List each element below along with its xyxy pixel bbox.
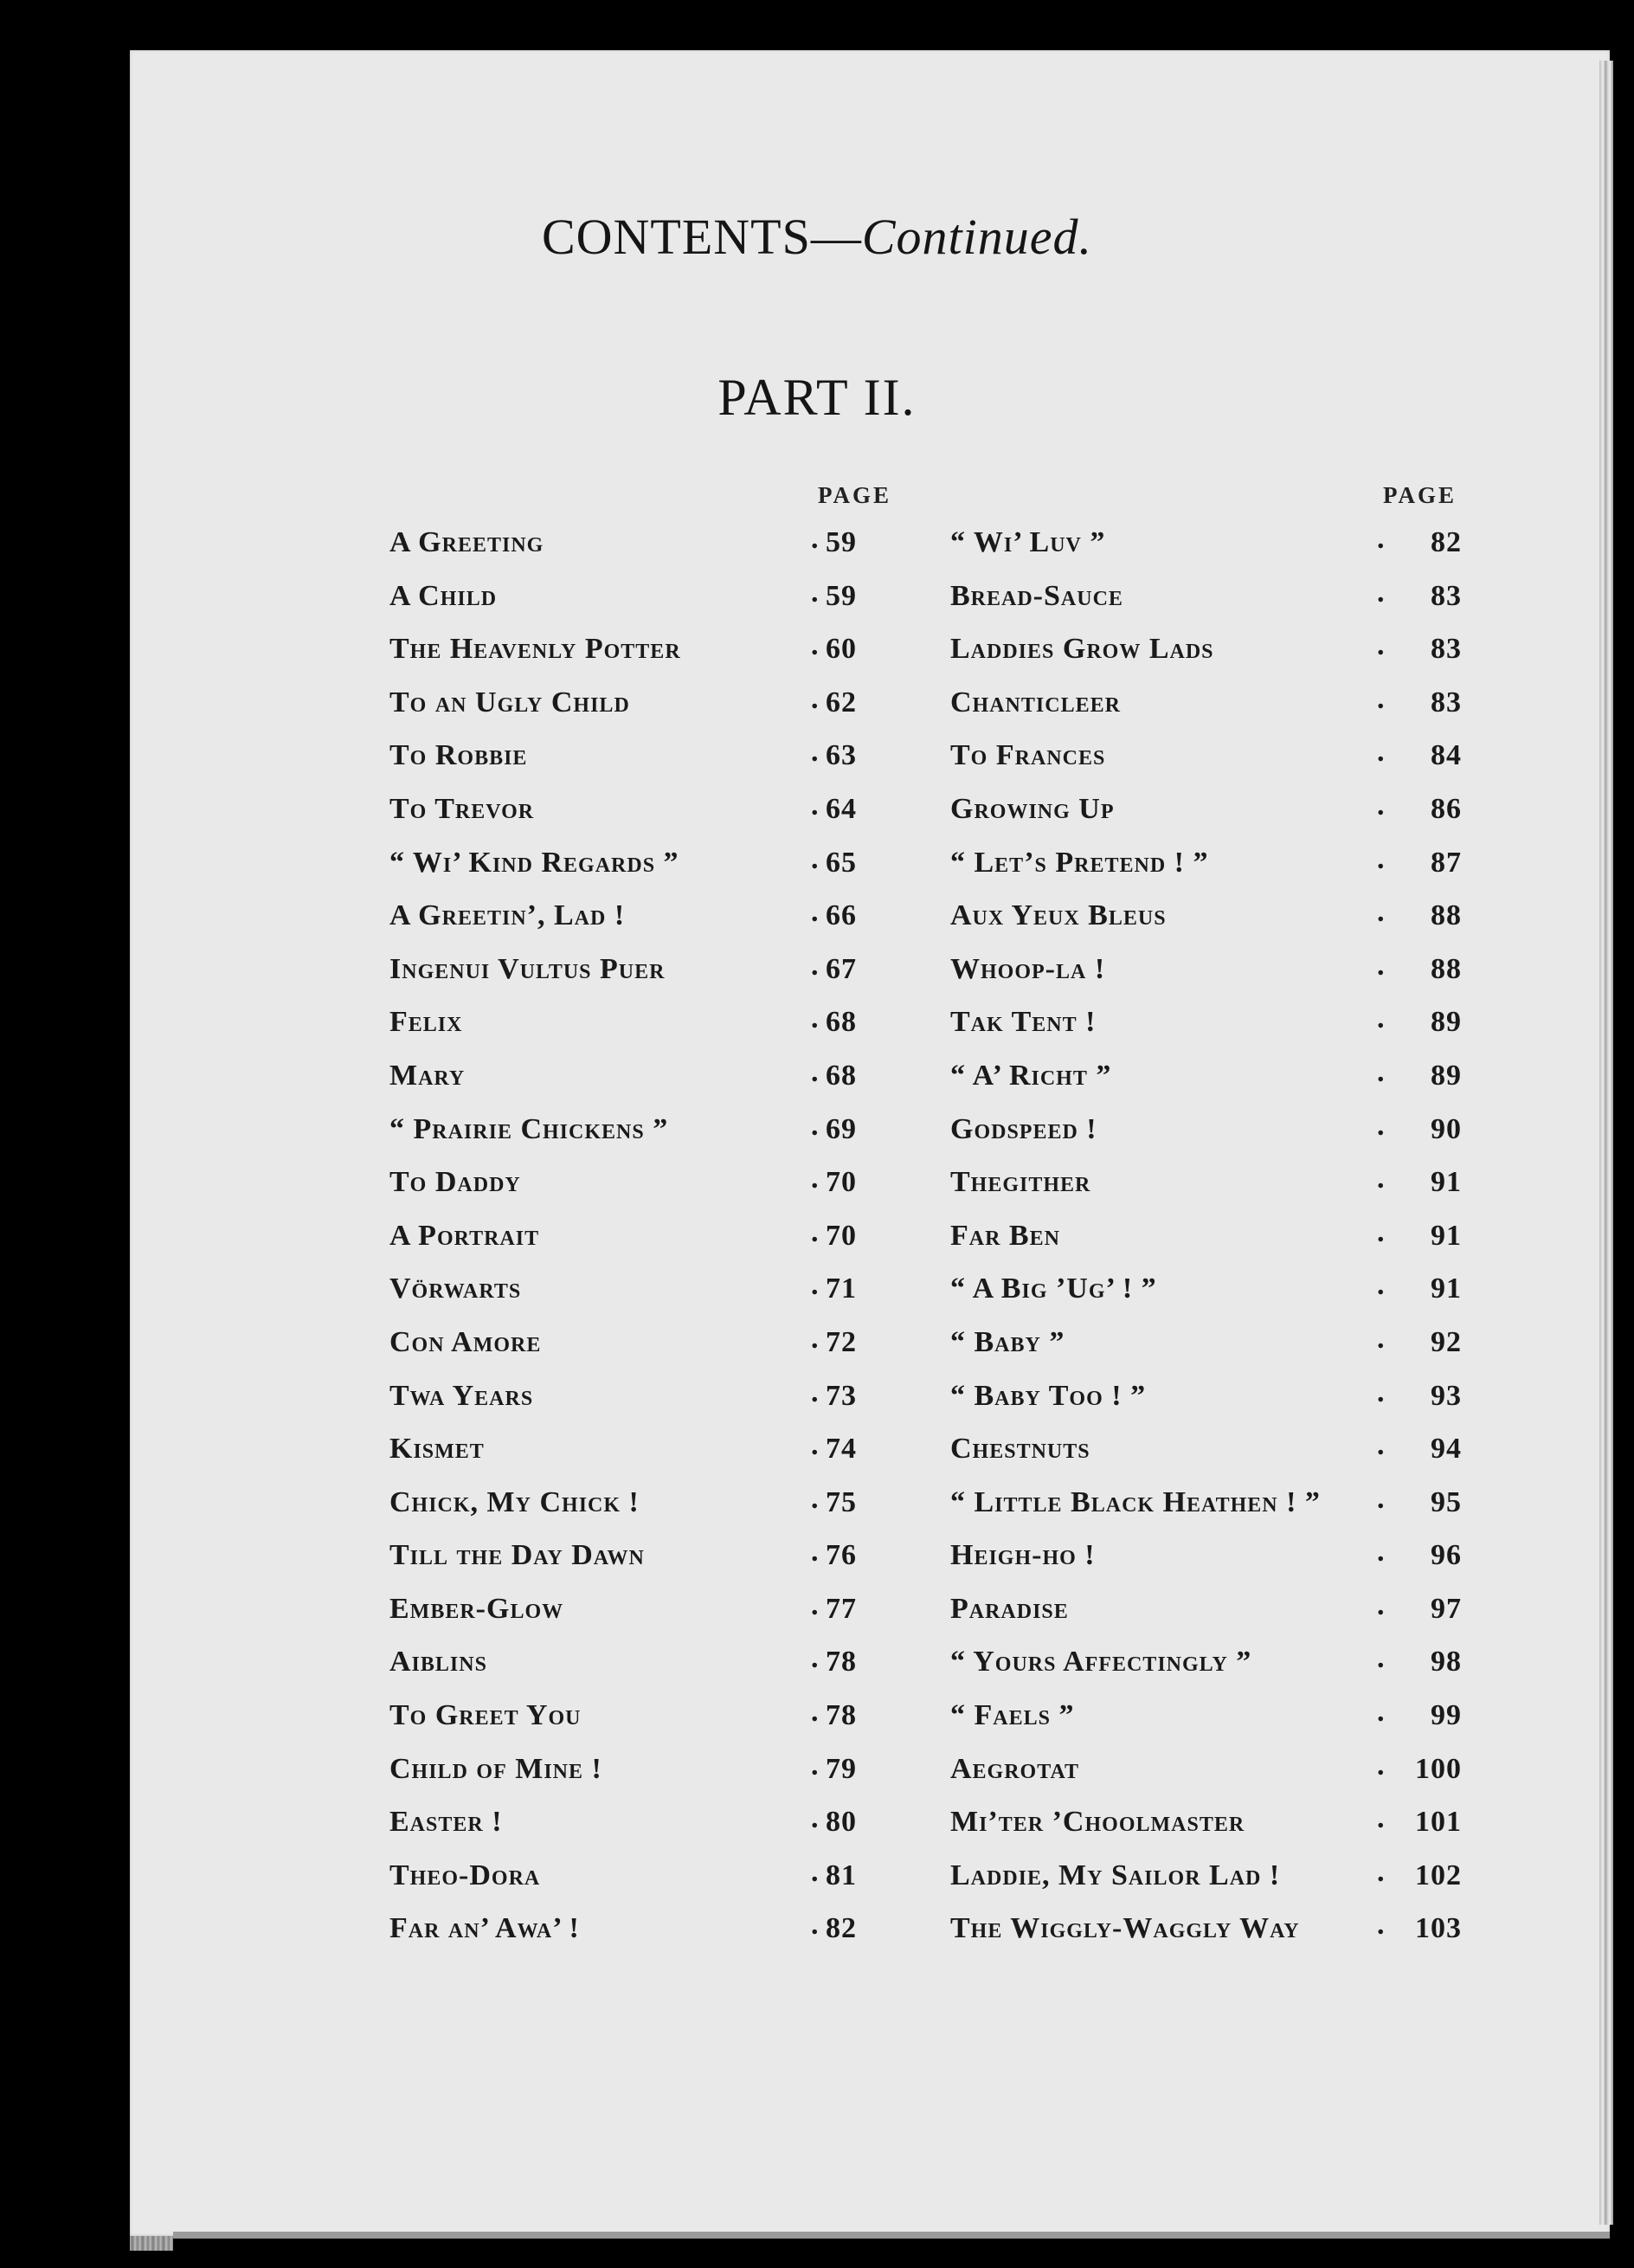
leader-dot: . <box>811 1376 819 1408</box>
entry-page-number: 93 <box>1431 1379 1462 1412</box>
entry-title: Aiblins <box>389 1646 487 1678</box>
contents-entry <box>389 1424 909 1478</box>
contents-entry <box>389 1264 909 1318</box>
leader-dot: . <box>811 949 819 982</box>
contents-entry <box>950 1904 1464 1957</box>
contents-entry <box>389 571 909 625</box>
entry-title: Till the Day Dawn <box>389 1539 645 1572</box>
contents-entry <box>389 1530 909 1584</box>
leader-dot: . <box>1377 1588 1385 1621</box>
contents-entry <box>950 1851 1464 1904</box>
leader-dot: . <box>811 1322 819 1355</box>
entry-title: Theo-Dora <box>389 1859 541 1891</box>
contents-entry <box>389 624 909 678</box>
contents-entry <box>950 1051 1464 1105</box>
page-bottom-edge <box>173 2232 1610 2239</box>
leader-dot: . <box>1377 576 1385 609</box>
contents-entry <box>389 1051 909 1105</box>
entry-page-number: 59 <box>826 526 857 558</box>
entry-page-number: 89 <box>1431 1059 1462 1092</box>
leader-dot: . <box>811 682 819 715</box>
part-heading: PART II. <box>717 369 917 426</box>
leader-dot: . <box>811 1109 819 1142</box>
contents-entry <box>950 731 1464 784</box>
leader-dot: . <box>811 576 819 609</box>
contents-continued: Continued. <box>861 209 1093 265</box>
entry-title: Far an’ Awa’ ! <box>389 1912 580 1945</box>
entry-page-number: 96 <box>1431 1539 1462 1572</box>
entry-title: Heigh-ho ! <box>950 1539 1096 1572</box>
leader-dot: . <box>1377 1749 1385 1782</box>
entry-title: To Trevor <box>389 792 535 825</box>
entry-page-number: 78 <box>826 1646 857 1678</box>
entry-title: Con Amore <box>389 1325 542 1358</box>
entry-page-number: 86 <box>1431 792 1462 825</box>
entry-title: Godspeed ! <box>950 1112 1097 1145</box>
contents-entry <box>950 1584 1464 1638</box>
leader-dot: . <box>811 523 819 555</box>
entry-title: “ Wi’ Luv ” <box>950 526 1106 558</box>
entry-page-number: 89 <box>1431 1006 1462 1039</box>
contents-entry <box>389 784 909 838</box>
entry-title: The Heavenly Potter <box>389 633 681 666</box>
entry-page-number: 60 <box>826 633 857 666</box>
leader-dot: . <box>811 1642 819 1675</box>
leader-dot: . <box>1377 896 1385 929</box>
contents-entry <box>950 624 1464 678</box>
contents-entry <box>389 518 909 571</box>
entry-title: “ Faels ” <box>950 1699 1075 1732</box>
entry-title: To Frances <box>950 739 1106 772</box>
entry-title: Kismet <box>389 1433 485 1466</box>
entry-title: Vörwarts <box>389 1273 522 1305</box>
entry-page-number: 99 <box>1431 1699 1462 1732</box>
page-column-label-left: PAGE <box>818 482 891 508</box>
contents-entry <box>389 1851 909 1904</box>
entry-title: Far Ben <box>950 1219 1060 1252</box>
contents-entry <box>950 1797 1464 1851</box>
leader-dot: . <box>1377 1855 1385 1888</box>
leader-dot: . <box>1377 1215 1385 1248</box>
entry-page-number: 71 <box>826 1273 857 1305</box>
leader-dot: . <box>1377 1429 1385 1462</box>
entry-title: Mi’ter ’Choolmaster <box>950 1806 1245 1839</box>
entry-page-number: 80 <box>826 1806 857 1839</box>
contents-column-left <box>389 518 909 1957</box>
entry-page-number: 64 <box>826 792 857 825</box>
leader-dot: . <box>1377 1055 1385 1088</box>
page-column-label-right: PAGE <box>1383 482 1457 508</box>
entry-page-number: 82 <box>826 1912 857 1945</box>
entry-page-number: 88 <box>1431 899 1462 932</box>
contents-entry <box>950 571 1464 625</box>
contents-entry <box>950 1318 1464 1371</box>
contents-entry <box>389 1637 909 1691</box>
entry-title: The Wiggly-Waggly Way <box>950 1912 1300 1945</box>
contents-entry <box>950 784 1464 838</box>
entry-title: Laddie, My Sailor Lad ! <box>950 1859 1281 1891</box>
entry-page-number: 68 <box>826 1006 857 1039</box>
entry-title: Ingenui Vultus Puer <box>389 952 666 985</box>
entry-page-number: 92 <box>1431 1325 1462 1358</box>
entry-page-number: 101 <box>1415 1806 1462 1839</box>
entry-title: To Greet You <box>389 1699 582 1732</box>
contents-entry <box>950 1264 1464 1318</box>
entry-title: Ember-Glow <box>389 1592 564 1625</box>
entry-page-number: 70 <box>826 1219 857 1252</box>
leader-dot: . <box>811 1855 819 1888</box>
contents-entry <box>950 1371 1464 1425</box>
entry-title: “ Wi’ Kind Regards ” <box>389 846 679 879</box>
entry-page-number: 59 <box>826 579 857 612</box>
contents-entry <box>389 678 909 731</box>
leader-dot: . <box>811 1215 819 1248</box>
contents-entry <box>950 1105 1464 1158</box>
entry-title: Tak Tent ! <box>950 1006 1097 1039</box>
leader-dot: . <box>811 1536 819 1569</box>
leader-dot: . <box>1377 629 1385 662</box>
entry-page-number: 72 <box>826 1325 857 1358</box>
leader-dot: . <box>1377 523 1385 555</box>
entry-page-number: 81 <box>826 1859 857 1891</box>
entry-title: Chanticleer <box>950 686 1121 718</box>
leader-dot: . <box>1377 1802 1385 1835</box>
entry-page-number: 97 <box>1431 1592 1462 1625</box>
leader-dot: . <box>1377 1322 1385 1355</box>
entry-page-number: 65 <box>826 846 857 879</box>
contents-heading <box>0 208 1634 266</box>
contents-entry <box>389 838 909 892</box>
leader-dot: . <box>1377 1642 1385 1675</box>
contents-entry <box>389 1371 909 1425</box>
contents-entry <box>950 518 1464 571</box>
contents-entry <box>950 1478 1464 1531</box>
entry-title: “ Prairie Chickens ” <box>389 1112 669 1145</box>
entry-title: Mary <box>389 1059 466 1092</box>
entry-page-number: 82 <box>1431 526 1462 558</box>
leader-dot: . <box>1377 1696 1385 1729</box>
entry-title: Twa Years <box>389 1379 534 1412</box>
leader-dot: . <box>811 1055 819 1088</box>
entry-title: Bread-Sauce <box>950 579 1123 612</box>
leader-dot: . <box>811 629 819 662</box>
entry-title: Easter ! <box>389 1806 503 1839</box>
entry-page-number: 91 <box>1431 1273 1462 1305</box>
leader-dot: . <box>811 789 819 822</box>
entry-page-number: 103 <box>1415 1912 1462 1945</box>
leader-dot: . <box>1377 1909 1385 1942</box>
entry-page-number: 91 <box>1431 1166 1462 1199</box>
entry-title: Felix <box>389 1006 463 1039</box>
entry-title: “ A’ Richt ” <box>950 1059 1112 1092</box>
leader-dot: . <box>811 842 819 875</box>
contents-entry <box>389 1105 909 1158</box>
entry-title: To Robbie <box>389 739 528 772</box>
entry-title: Growing Up <box>950 792 1115 825</box>
entry-page-number: 90 <box>1431 1112 1462 1145</box>
contents-entry <box>389 1478 909 1531</box>
leader-dot: . <box>1377 789 1385 822</box>
contents-entry <box>389 1318 909 1371</box>
entry-page-number: 63 <box>826 739 857 772</box>
contents-entry <box>950 944 1464 998</box>
entry-title: Paradise <box>950 1592 1069 1625</box>
contents-entry <box>950 891 1464 944</box>
entry-title: Chestnuts <box>950 1433 1090 1466</box>
leader-dot: . <box>811 896 819 929</box>
leader-dot: . <box>1377 1376 1385 1408</box>
entry-page-number: 87 <box>1431 846 1462 879</box>
leader-dot: . <box>1377 1269 1385 1302</box>
entry-title: A Portrait <box>389 1219 540 1252</box>
leader-dot: . <box>811 736 819 769</box>
entry-title: “ Yours Affectingly ” <box>950 1646 1252 1678</box>
entry-page-number: 98 <box>1431 1646 1462 1678</box>
leader-dot: . <box>811 1749 819 1782</box>
leader-dot: . <box>1377 736 1385 769</box>
contents-entry <box>950 1157 1464 1211</box>
leader-dot: . <box>1377 1002 1385 1035</box>
entry-title: Whoop-la ! <box>950 952 1106 985</box>
entry-title: Thegither <box>950 1166 1091 1199</box>
entry-title: “ Baby Too ! ” <box>950 1379 1147 1412</box>
contents-entry <box>389 1904 909 1957</box>
entry-page-number: 69 <box>826 1112 857 1145</box>
entry-page-number: 83 <box>1431 633 1462 666</box>
entry-title: Laddies Grow Lads <box>950 633 1214 666</box>
entry-title: “ A Big ’Ug’ ! ” <box>950 1273 1157 1305</box>
contents-entry <box>389 731 909 784</box>
entry-page-number: 95 <box>1431 1485 1462 1518</box>
contents-entry <box>389 1584 909 1638</box>
entry-page-number: 94 <box>1431 1433 1462 1466</box>
entry-page-number: 74 <box>826 1433 857 1466</box>
entry-title: Chick, My Chick ! <box>389 1485 640 1518</box>
leader-dot: . <box>811 1002 819 1035</box>
entry-title: A Greetin’, Lad ! <box>389 899 626 932</box>
contents-entry <box>389 997 909 1051</box>
entry-page-number: 62 <box>826 686 857 718</box>
leader-dot: . <box>1377 949 1385 982</box>
contents-entry <box>389 1797 909 1851</box>
contents-entry <box>389 1211 909 1265</box>
entry-title: “ Let’s Pretend ! ” <box>950 846 1209 879</box>
leader-dot: . <box>811 1588 819 1621</box>
entry-page-number: 78 <box>826 1699 857 1732</box>
leader-dot: . <box>1377 1109 1385 1142</box>
entry-title: To an Ugly Child <box>389 686 630 718</box>
entry-title: A Greeting <box>389 526 544 558</box>
entry-page-number: 83 <box>1431 686 1462 718</box>
entry-title: A Child <box>389 579 498 612</box>
leader-dot: . <box>1377 842 1385 875</box>
contents-entry <box>950 997 1464 1051</box>
leader-dot: . <box>1377 1536 1385 1569</box>
entry-page-number: 67 <box>826 952 857 985</box>
entry-title: “ Baby ” <box>950 1325 1065 1358</box>
contents-column-right <box>950 518 1464 1957</box>
contents-entry <box>950 1424 1464 1478</box>
leader-dot: . <box>811 1482 819 1515</box>
contents-title: CONTENTS— <box>541 209 862 265</box>
entry-title: “ Little Black Heathen ! ” <box>950 1485 1321 1518</box>
entry-page-number: 84 <box>1431 739 1462 772</box>
contents-entry <box>389 1744 909 1798</box>
entry-title: To Daddy <box>389 1166 521 1199</box>
leader-dot: . <box>811 1269 819 1302</box>
leader-dot: . <box>1377 1482 1385 1515</box>
entry-title: Aegrotat <box>950 1752 1080 1785</box>
entry-page-number: 88 <box>1431 952 1462 985</box>
leader-dot: . <box>811 1802 819 1835</box>
contents-entry <box>389 1157 909 1211</box>
contents-entry <box>950 1691 1464 1744</box>
contents-entry <box>950 678 1464 731</box>
entry-page-number: 102 <box>1415 1859 1462 1891</box>
contents-entry <box>389 891 909 944</box>
entry-page-number: 79 <box>826 1752 857 1785</box>
leader-dot: . <box>811 1909 819 1942</box>
leader-dot: . <box>1377 682 1385 715</box>
contents-entry <box>389 944 909 998</box>
entry-page-number: 83 <box>1431 579 1462 612</box>
entry-page-number: 75 <box>826 1485 857 1518</box>
entry-title: Aux Yeux Bleus <box>950 899 1167 932</box>
leader-dot: . <box>811 1163 819 1195</box>
entry-page-number: 66 <box>826 899 857 932</box>
entry-page-number: 77 <box>826 1592 857 1625</box>
leader-dot: . <box>1377 1163 1385 1195</box>
contents-entry <box>950 838 1464 892</box>
contents-entry <box>950 1530 1464 1584</box>
contents-entry <box>950 1637 1464 1691</box>
leader-dot: . <box>811 1696 819 1729</box>
entry-page-number: 73 <box>826 1379 857 1412</box>
entry-title: Child of Mine ! <box>389 1752 602 1785</box>
entry-page-number: 68 <box>826 1059 857 1092</box>
leader-dot: . <box>811 1429 819 1462</box>
contents-entry <box>389 1691 909 1744</box>
entry-page-number: 70 <box>826 1166 857 1199</box>
entry-page-number: 76 <box>826 1539 857 1572</box>
entry-page-number: 91 <box>1431 1219 1462 1252</box>
entry-page-number: 100 <box>1415 1752 1462 1785</box>
contents-entry <box>950 1744 1464 1798</box>
contents-entry <box>950 1211 1464 1265</box>
